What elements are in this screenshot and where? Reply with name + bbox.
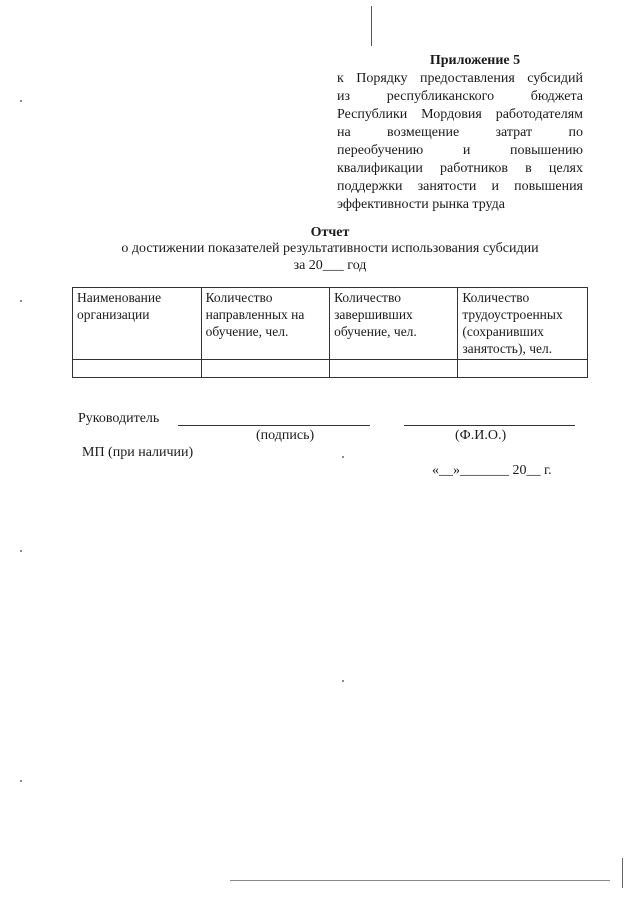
- scan-dot: [342, 456, 344, 458]
- appendix-text: [337, 70, 583, 214]
- signature-line[interactable]: [178, 425, 370, 426]
- table-header-cell: Количество завершивших обучение, чел.: [330, 288, 458, 360]
- scan-edge-mark: [622, 858, 623, 888]
- stamp-label: МП (при наличии): [82, 445, 194, 460]
- table-header-cell: Количество направленных на обучение, чел.: [201, 288, 329, 360]
- name-caption: (Ф.И.О.): [455, 428, 507, 443]
- report-title: Отчет: [310, 225, 350, 240]
- report-table: [72, 287, 588, 378]
- signature-caption: (подпись): [256, 428, 315, 443]
- head-label: Руководитель: [78, 411, 160, 426]
- table-header-cell: Количество трудоустроенных (сохранивших занятость), чел.: [458, 288, 588, 360]
- scan-dot: [20, 550, 22, 552]
- appendix-line: эффективности рынка труда: [337, 197, 505, 212]
- table-row: [73, 360, 588, 378]
- table-header-cell: Наименование организации: [73, 288, 202, 360]
- scan-edge-line: [230, 880, 610, 881]
- report-year-line: за 20___ год: [293, 258, 367, 273]
- appendix-line: к Порядку предоставления субсидий: [337, 71, 583, 86]
- name-line[interactable]: [404, 425, 575, 426]
- table-cell[interactable]: [330, 360, 458, 378]
- appendix-line: поддержки занятости и повышения: [337, 179, 583, 194]
- appendix-line: на возмещение затрат по: [337, 125, 583, 140]
- appendix-block: [337, 52, 583, 214]
- report-subtitle: о достижении показателей результативности использования субсидии: [121, 241, 539, 256]
- scan-dot: [20, 780, 22, 782]
- table-cell[interactable]: [201, 360, 329, 378]
- scan-dot: [342, 680, 344, 682]
- scan-dot: [20, 100, 22, 102]
- appendix-title: Приложение 5: [429, 53, 521, 68]
- scan-dot: [20, 300, 22, 302]
- date-line: «__»_______ 20__ г.: [432, 463, 552, 478]
- table-cell[interactable]: [73, 360, 202, 378]
- table-header-row: [73, 288, 588, 360]
- table-cell[interactable]: [458, 360, 588, 378]
- appendix-line: квалификации работников в целях: [337, 161, 583, 176]
- appendix-line: Республики Мордовия работодателям: [337, 107, 583, 122]
- appendix-line: из республиканского бюджета: [337, 89, 583, 104]
- scan-mark-line: [371, 6, 372, 46]
- appendix-line: переобучению и повышению: [337, 143, 583, 158]
